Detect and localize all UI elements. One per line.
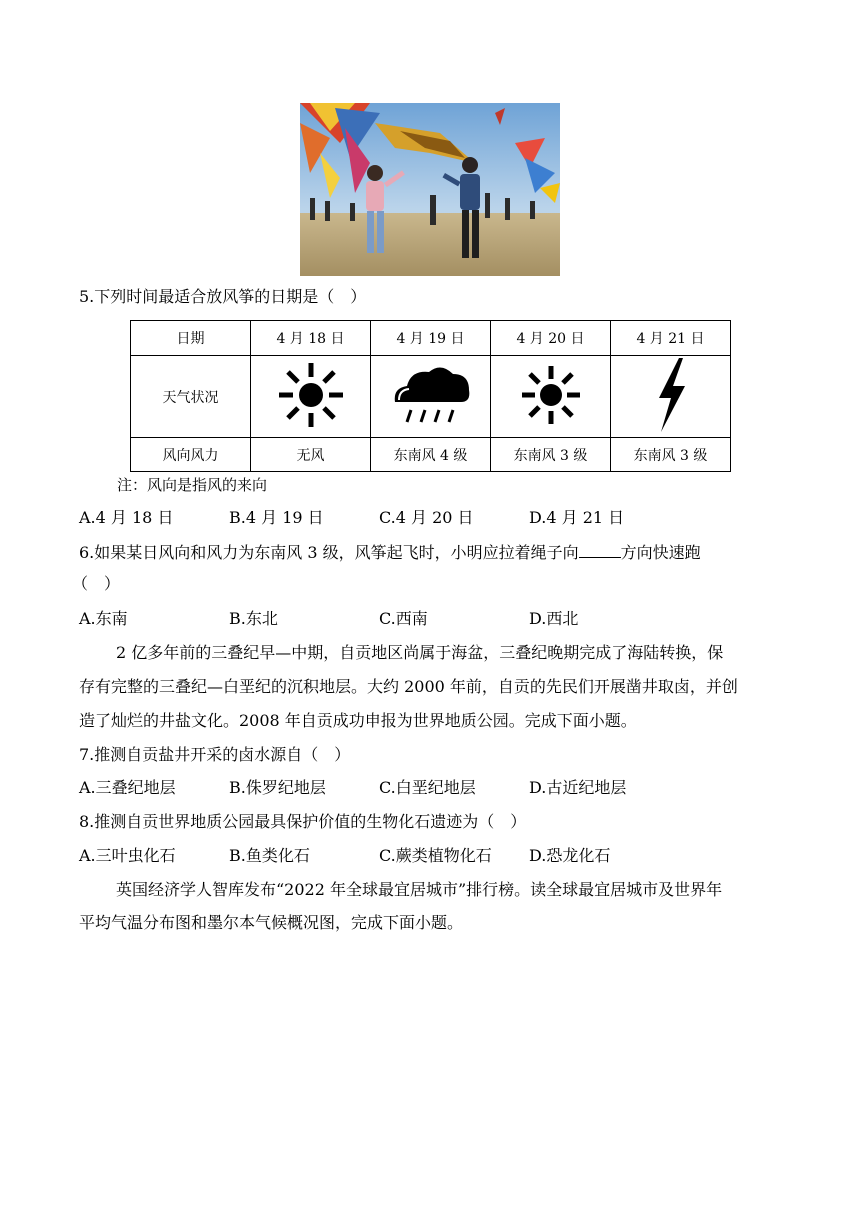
q8-option-d[interactable]: D.恐龙化石: [529, 846, 611, 865]
question-6-stem-part1: 6.如果某日风向和风力为东南风 3 级，风筝起飞时，小明应拉着绳子向: [79, 543, 579, 562]
table-header-apr19: 4 月 19 日: [371, 321, 491, 356]
q5-option-d[interactable]: D.4 月 21 日: [529, 508, 625, 527]
question-6-stem: [79, 541, 701, 564]
weather-cell-apr18: [251, 356, 371, 438]
q7-option-c[interactable]: C.白垩纪地层: [379, 778, 476, 797]
passage-1-line-3: 造了灿烂的井盐文化。2008 年自贡成功申报为世界地质公园。完成下面小题。: [79, 711, 637, 730]
question-6-parens: （ ）: [72, 574, 121, 593]
q6-option-b[interactable]: B.东北: [229, 609, 278, 628]
answer-blank[interactable]: [579, 541, 621, 558]
wind-cell-apr20: 东南风 3 级: [491, 438, 611, 472]
q5-option-b[interactable]: B.4 月 19 日: [229, 508, 324, 527]
question-8-stem: 8.推测自贡世界地质公园最具保护价值的生物化石遗迹为（ ）: [79, 812, 527, 831]
kite-festival-photo: [300, 103, 560, 276]
wind-row-label: 风向风力: [131, 438, 251, 472]
q5-option-c[interactable]: C.4 月 20 日: [379, 508, 474, 527]
lightning-icon: [651, 358, 691, 432]
wind-cell-apr18: 无风: [251, 438, 371, 472]
kite-photo-illustration: [300, 103, 560, 276]
rain-cloud-icon: [389, 360, 473, 430]
q7-option-b[interactable]: B.侏罗纪地层: [229, 778, 326, 797]
sun-icon: [519, 363, 583, 427]
passage-2-line-1: 英国经济学人智库发布“2022 年全球最宜居城市”排行榜。读全球最宜居城市及世界年: [116, 880, 723, 899]
weather-table: [130, 320, 731, 472]
wind-cell-apr21: 东南风 3 级: [611, 438, 731, 472]
question-7-stem: 7.推测自贡盐井开采的卤水源自（ ）: [79, 745, 351, 764]
question-6-stem-part2: 方向快速跑: [620, 543, 701, 562]
passage-1-line-2: 存有完整的三叠纪—白垩纪的沉积地层。大约 2000 年前，自贡的先民们开展凿井取卤，并创: [79, 677, 738, 696]
q6-option-c[interactable]: C.西南: [379, 609, 428, 628]
q7-option-a[interactable]: A.三叠纪地层: [79, 778, 176, 797]
weather-row-label: 天气状况: [131, 356, 251, 438]
weather-cell-apr21: [611, 356, 731, 438]
q6-option-a[interactable]: A.东南: [79, 609, 128, 628]
wind-direction-note: 注：风向是指风的来向: [117, 476, 268, 494]
table-header-apr20: 4 月 20 日: [491, 321, 611, 356]
q8-option-b[interactable]: B.鱼类化石: [229, 846, 310, 865]
passage-1-line-1: 2 亿多年前的三叠纪早—中期，自贡地区尚属于海盆，三叠纪晚期完成了海陆转换，保: [116, 643, 724, 662]
q5-option-a[interactable]: A.4 月 18 日: [79, 508, 174, 527]
wind-cell-apr19: 东南风 4 级: [371, 438, 491, 472]
q8-option-c[interactable]: C.蕨类植物化石: [379, 846, 492, 865]
table-header-apr18: 4 月 18 日: [251, 321, 371, 356]
sun-icon: [276, 360, 346, 430]
table-header-date: 日期: [131, 321, 251, 356]
table-header-apr21: 4 月 21 日: [611, 321, 731, 356]
q6-option-d[interactable]: D.西北: [529, 609, 579, 628]
weather-cell-apr19: [371, 356, 491, 438]
weather-cell-apr20: [491, 356, 611, 438]
question-5-stem: 5.下列时间最适合放风筝的日期是（ ）: [79, 287, 367, 306]
q7-option-d[interactable]: D.古近纪地层: [529, 778, 627, 797]
q8-option-a[interactable]: A.三叶虫化石: [79, 846, 176, 865]
passage-2-line-2: 平均气温分布图和墨尔本气候概况图，完成下面小题。: [79, 913, 464, 932]
